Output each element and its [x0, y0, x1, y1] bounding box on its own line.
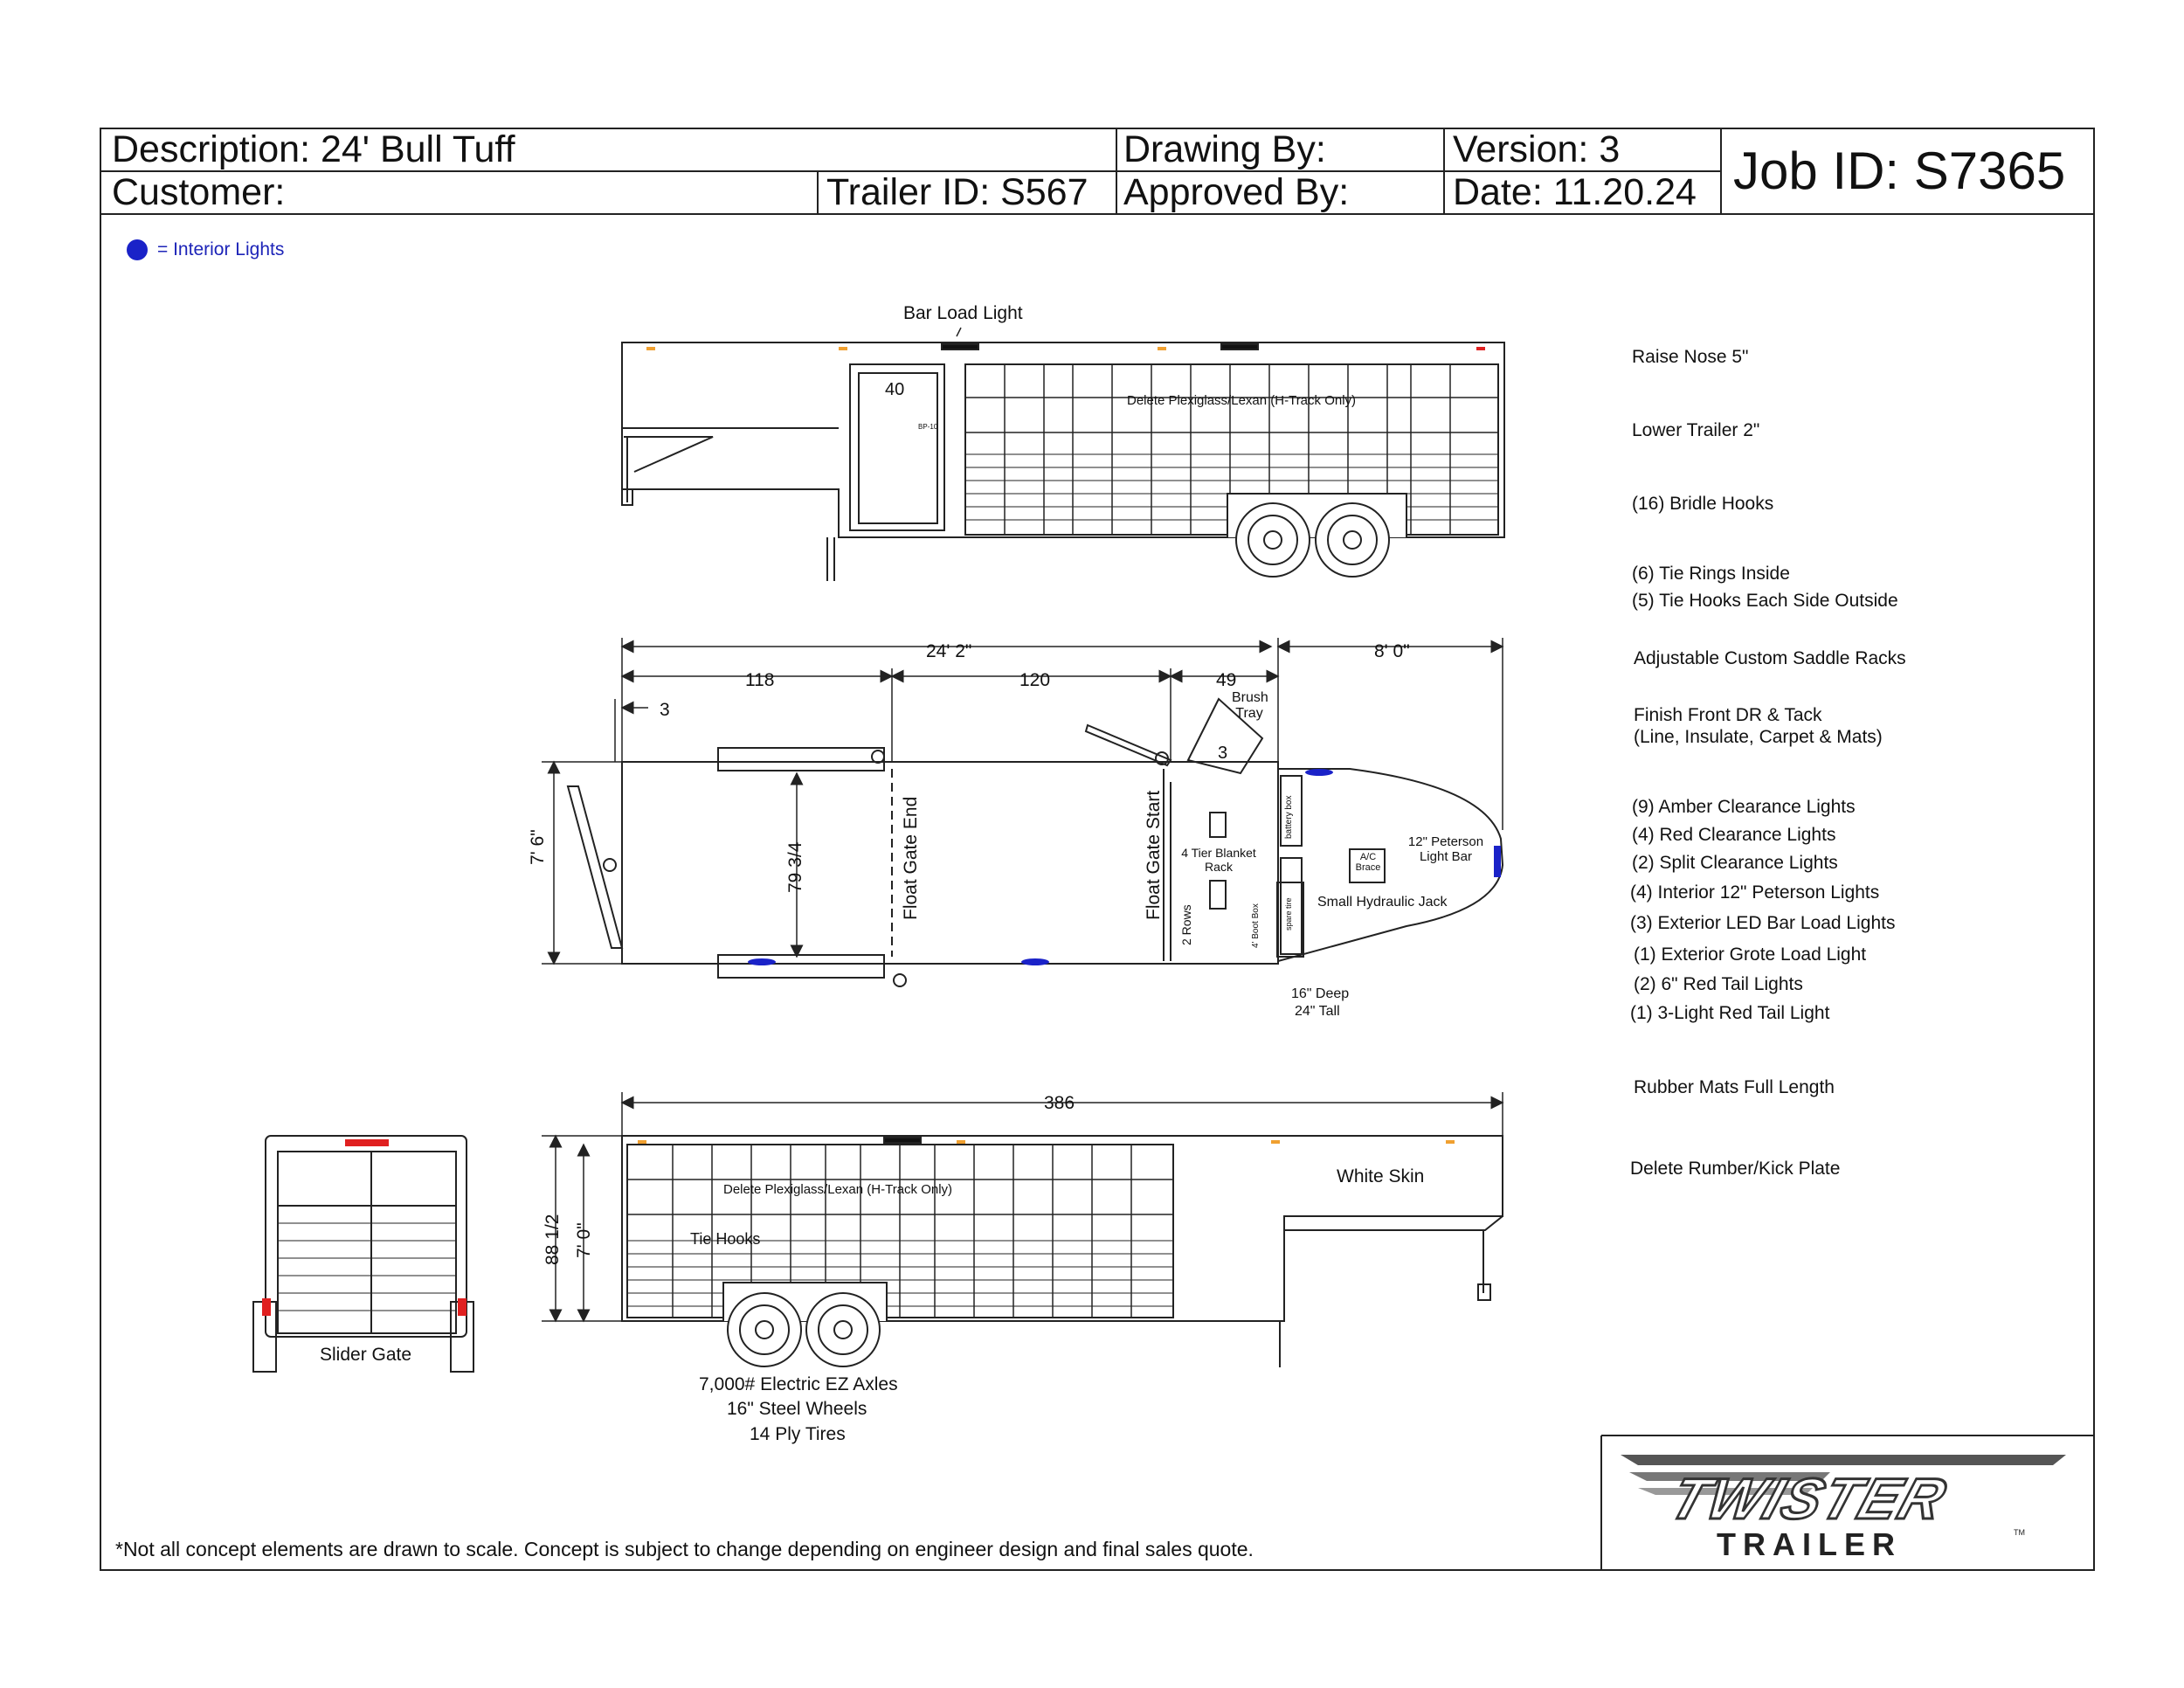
legend-label: = Interior Lights — [157, 239, 285, 259]
customer-field: Customer: — [112, 171, 286, 213]
spec-note: (2) Split Clearance Lights — [1632, 853, 1838, 873]
slider-gate-label: Slider Gate — [320, 1345, 412, 1365]
spec-note: (4) Interior 12" Peterson Lights — [1630, 882, 1880, 903]
trailer-id-field: Trailer ID: S567 — [826, 171, 1089, 213]
boot-box-label: 4' Boot Box — [1251, 903, 1261, 948]
delete-plexi-bottom-label: Delete Plexiglass/Lexan (H-Track Only) — [723, 1182, 953, 1197]
spec-note: (3) Exterior LED Bar Load Lights — [1630, 913, 1896, 933]
side-dimensions — [542, 1092, 1503, 1321]
footer-disclaimer: *Not all concept elements are drawn to scale. Concept is subject to change depending on engineer design and final sales quote. — [115, 1538, 1254, 1560]
spec-note: (1) 3-Light Red Tail Light — [1630, 1003, 1830, 1023]
spec-note: Finish Front DR & Tack — [1634, 705, 1822, 725]
job-id-field: Job ID: S7365 — [1733, 142, 2066, 200]
ac-brace-label: A/C Brace — [1355, 852, 1381, 874]
spec-note: (5) Tie Hooks Each Side Outside — [1632, 591, 1898, 611]
segment-3-label: 49 — [1216, 670, 1237, 690]
logo-sub-text: TRAILER — [1717, 1526, 1902, 1562]
blanket-rack-label: 4 Tier Blanket Rack — [1181, 846, 1256, 875]
hydraulic-jack-label: Small Hydraulic Jack — [1317, 895, 1448, 910]
spec-note: (2) 6" Red Tail Lights — [1634, 974, 1803, 994]
inner-width-label: 79 3/4 — [785, 841, 805, 893]
segment-2-label: 120 — [1019, 670, 1051, 690]
bar-load-light-label: Bar Load Light — [903, 303, 1023, 323]
width-label: 7' 6" — [528, 829, 548, 865]
box-tall-label: 24" Tall — [1295, 1004, 1340, 1019]
spec-note: Lower Trailer 2" — [1632, 420, 1760, 440]
nose-length-label: 8' 0" — [1374, 641, 1410, 661]
version-field: Version: 3 — [1453, 128, 1621, 170]
spec-note: Delete Rumber/Kick Plate — [1630, 1159, 1841, 1179]
side-overall-length-label: 386 — [1044, 1093, 1075, 1113]
date-field: Date: 11.20.24 — [1453, 171, 1697, 213]
logo-tm: TM — [2014, 1528, 2025, 1537]
rows-label: 2 Rows — [1179, 904, 1193, 945]
spare-tire-label: spare tire — [1284, 897, 1293, 930]
segment-1-label: 118 — [745, 670, 775, 690]
white-skin-label: White Skin — [1337, 1166, 1425, 1186]
float-gate-end-label: Float Gate End — [901, 796, 921, 920]
spec-note: (1) Exterior Grote Load Light — [1634, 944, 1867, 965]
door-tag-label: BP-10 — [918, 423, 938, 431]
rear-view — [253, 1136, 473, 1372]
tie-hooks-label: Tie Hooks — [690, 1230, 761, 1248]
tack-number-label: 3 — [1218, 744, 1228, 763]
description-field: Description: 24' Bull Tuff — [112, 128, 515, 170]
wheels-label: 16" Steel Wheels — [727, 1399, 867, 1419]
top-side-view — [622, 328, 1504, 581]
spec-note: (16) Bridle Hooks — [1632, 494, 1774, 514]
spec-note: Adjustable Custom Saddle Racks — [1634, 648, 1906, 668]
delete-plexi-top-label: Delete Plexiglass/Lexan (H-Track Only) — [1127, 393, 1357, 408]
spec-note: (6) Tie Rings Inside — [1632, 564, 1790, 584]
approved-by-field: Approved By: — [1123, 171, 1350, 213]
rear-offset-label: 3 — [660, 700, 670, 720]
axles-label: 7,000# Electric EZ Axles — [699, 1374, 898, 1394]
overall-length-label: 24' 2" — [926, 641, 972, 661]
door-width-label: 40 — [885, 380, 905, 399]
spec-note: (4) Red Clearance Lights — [1632, 825, 1836, 845]
drawing-by-field: Drawing By: — [1123, 128, 1326, 170]
peterson-light-bar-label: 12" Peterson Light Bar — [1407, 834, 1484, 865]
plan-view — [568, 699, 1503, 986]
height-inner-label: 7' 0" — [574, 1222, 594, 1258]
logo-brand-text: TWISTER — [1662, 1466, 1955, 1531]
box-depth-label: 16" Deep — [1291, 986, 1350, 1001]
spec-note: (9) Amber Clearance Lights — [1632, 797, 1856, 817]
battery-box-label: battery box — [1284, 795, 1294, 839]
height-outer-label: 88 1/2 — [543, 1214, 563, 1265]
tires-label: 14 Ply Tires — [750, 1424, 846, 1444]
spec-note: (Line, Insulate, Carpet & Mats) — [1634, 727, 1883, 747]
float-gate-start-label: Float Gate Start — [1144, 790, 1164, 920]
spec-note: Rubber Mats Full Length — [1634, 1077, 1835, 1097]
brush-tray-label: Brush Tray — [1232, 690, 1268, 722]
twister-logo — [1612, 1446, 2084, 1560]
spec-note: Raise Nose 5" — [1632, 347, 1749, 367]
